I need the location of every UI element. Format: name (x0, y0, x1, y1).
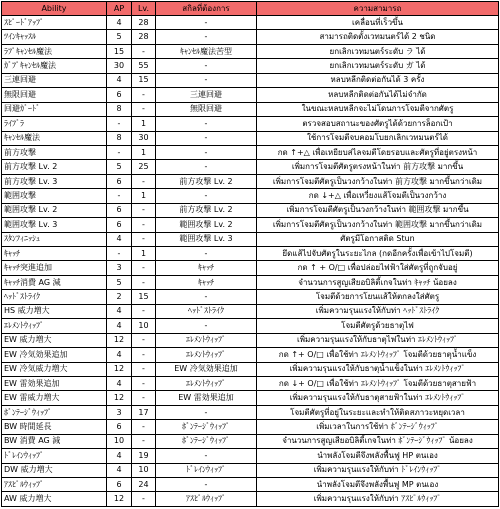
cell-description: เพิ่มความรุนแรงให้กับท่า ｱｽﾋﾟﾙｳｨｯﾌﾟ (257, 492, 499, 507)
cell-ap: 8 (107, 131, 132, 145)
table-row (2, 420, 499, 434)
cell-level: 15 (132, 73, 156, 87)
cell-level: - (132, 261, 156, 275)
cell-level: - (132, 232, 156, 246)
table-row (2, 232, 499, 246)
cell-level: 1 (132, 247, 156, 261)
cell-description: จำนวนการสูญเสียอบิลิตี้เกจในท่า ｷｬｯﾁ น้อยลง (257, 275, 499, 289)
table-row (2, 463, 499, 477)
cell-description: ในขณะหลบหลีกจะไม่โดนการโจมตีจากศัตรู (257, 102, 499, 116)
cell-ap: 2 (107, 290, 132, 304)
cell-ability: ﾄﾞﾚｲﾝｳｨｯﾌﾟ (2, 449, 107, 463)
table-row (2, 247, 499, 261)
cell-ap: 30 (107, 59, 132, 73)
cell-description: เพิ่มความรุนแรงให้กับธาตุไฟในท่า ｴﾚﾒﾝﾄｳｨｯﾌﾟ (257, 333, 499, 347)
cell-required-skill: - (156, 449, 257, 463)
cell-required-skill: - (156, 405, 257, 419)
cell-level: - (132, 434, 156, 448)
cell-ap: 4 (107, 232, 132, 246)
cell-description: ศัตรูมีโอกาสติด Stun (257, 232, 499, 246)
cell-ability: 範囲攻撃 Lv. 2 (2, 203, 107, 217)
cell-description: ยกเลิกเวทมนตร์ระดับ ラ ได้ (257, 44, 499, 58)
table-row (2, 160, 499, 174)
cell-level: - (132, 362, 156, 376)
cell-ap: 6 (107, 203, 132, 217)
cell-level: 19 (132, 449, 156, 463)
cell-level: - (132, 391, 156, 405)
cell-ap: - (107, 117, 132, 131)
cell-required-skill: - (156, 160, 257, 174)
table-row (2, 30, 499, 44)
cell-ability: ﾗﾌﾟｷｬﾝｾﾙ魔法 (2, 44, 107, 58)
cell-description: เพิ่มความรุนแรงให้กับธาตุน้ำแข็งในท่า ｴﾚﾒﾝﾄｳｨｯﾌﾟ (257, 362, 499, 376)
cell-ap: 6 (107, 88, 132, 102)
cell-level: 25 (132, 160, 156, 174)
cell-ability: EW 威力増大 (2, 333, 107, 347)
cell-ap: 5 (107, 30, 132, 44)
cell-level: - (132, 88, 156, 102)
cell-ap: 4 (107, 449, 132, 463)
cell-description: โจมตีด้วยการโยนแส้ให้ตกลงใส่ศัตรู (257, 290, 499, 304)
header-ability: Ability (2, 2, 107, 16)
cell-description: กด ↑ + O/□ เพื่อปล่อยไฟฟ้าใส่ศัตรูที่ถูกจับอยู่ (257, 261, 499, 275)
cell-required-skill: - (156, 319, 257, 333)
cell-ability: ｽﾋﾟｰﾄﾞｱｯﾌﾟ (2, 16, 107, 30)
table-row (2, 405, 499, 419)
table-row (2, 189, 499, 203)
cell-description: เพิ่มการโจมตีศัตรูเป็นวงกว้างในท่า 範囲攻撃 มากขึ้นกว่าเดิม (257, 218, 499, 232)
cell-required-skill: - (156, 30, 257, 44)
cell-required-skill: - (156, 247, 257, 261)
cell-description: ใช้การโจมตีจบคอมโบยกเลิกเวทมนตร์ได้ (257, 131, 499, 145)
cell-ability: 範囲攻撃 (2, 189, 107, 203)
cell-description: ตรวจสอบสถานะของศัตรูได้ด้วยการล็อกเป้า (257, 117, 499, 131)
table-row (2, 203, 499, 217)
cell-level: - (132, 44, 156, 58)
cell-level: - (132, 275, 156, 289)
cell-ap: 6 (107, 218, 132, 232)
table-row (2, 117, 499, 131)
cell-level: - (132, 304, 156, 318)
ability-table (1, 1, 499, 507)
table-row (2, 348, 499, 362)
cell-level: - (132, 376, 156, 390)
table-row (2, 88, 499, 102)
cell-level: 10 (132, 319, 156, 333)
cell-level: 28 (132, 16, 156, 30)
cell-level: - (132, 174, 156, 188)
header-required-skill: สกิลที่ต้องการ (156, 2, 257, 16)
cell-ap: 12 (107, 492, 132, 507)
cell-description: เพิ่มการโจมตีศัตรูตรงหน้าในท่า 前方攻撃 มากขึ้น (257, 160, 499, 174)
cell-required-skill: - (156, 145, 257, 159)
table-row (2, 362, 499, 376)
cell-ap: 4 (107, 304, 132, 318)
cell-ap: - (107, 247, 132, 261)
cell-ability: ｱｽﾋﾟﾙｳｨｯﾌﾟ (2, 478, 107, 492)
cell-description: สามารถติดตั้งเวทมนตร์ได้ 2 ชนิด (257, 30, 499, 44)
cell-ability: 範囲攻撃 Lv. 3 (2, 218, 107, 232)
cell-required-skill: ﾎﾞﾝﾃｰｼﾞｳｨｯﾌﾟ (156, 420, 257, 434)
cell-ap: 6 (107, 174, 132, 188)
cell-level: 1 (132, 117, 156, 131)
table-row (2, 478, 499, 492)
cell-description: นำพลังโจมตีจึงพลังพื้นฟู HP ตนเอง (257, 449, 499, 463)
cell-level: - (132, 333, 156, 347)
cell-ap: 12 (107, 333, 132, 347)
cell-required-skill: - (156, 73, 257, 87)
cell-required-skill: 前方攻撃 Lv. 2 (156, 174, 257, 188)
cell-level: 55 (132, 59, 156, 73)
cell-description: โจมตีศัตรูที่อยู่ในระยะและทำให้ติดสภาวะหยุดเวลา (257, 405, 499, 419)
table-row (2, 434, 499, 448)
cell-ability: EW 冷気威力増大 (2, 362, 107, 376)
header-description: ความสามารถ (257, 2, 499, 16)
table-row (2, 44, 499, 58)
table-row (2, 73, 499, 87)
cell-level: 28 (132, 30, 156, 44)
cell-ap: 4 (107, 319, 132, 333)
cell-required-skill: ﾍｯﾄﾞｽﾄﾗｲｸ (156, 304, 257, 318)
cell-required-skill: - (156, 16, 257, 30)
cell-ability: ﾗｲﾌﾞﾗ (2, 117, 107, 131)
table-row (2, 218, 499, 232)
header-row (2, 2, 499, 16)
cell-required-skill: ﾄﾞﾚｲﾝｳｨｯﾌﾟ (156, 463, 257, 477)
cell-ability: 無限回避 (2, 88, 107, 102)
cell-required-skill: EW 雷効果追加 (156, 391, 257, 405)
cell-ability: EW 雷威力増大 (2, 391, 107, 405)
cell-ap: 5 (107, 160, 132, 174)
cell-ap: 3 (107, 405, 132, 419)
cell-ap: 4 (107, 348, 132, 362)
cell-ap: 4 (107, 16, 132, 30)
cell-description: กด ↓+△ เพื่อเหวี่ยงแส้โจมตีเป็นวงกว้าง (257, 189, 499, 203)
cell-description: หลบหลีกติดต่อกันได้ 3 ครั้ง (257, 73, 499, 87)
cell-ability: ﾎﾞﾝﾃｰｼﾞｳｨｯﾌﾟ (2, 405, 107, 419)
cell-required-skill: EW 冷気効果追加 (156, 362, 257, 376)
cell-ability: ｴﾚﾒﾝﾄｳｨｯﾌﾟ (2, 319, 107, 333)
cell-required-skill: 範囲攻撃 Lv. 3 (156, 232, 257, 246)
table-row (2, 102, 499, 116)
cell-required-skill: ｴﾚﾒﾝﾄｳｨｯﾌﾟ (156, 333, 257, 347)
cell-required-skill: ｴﾚﾒﾝﾄｳｨｯﾌﾟ (156, 348, 257, 362)
cell-ability: ｷｬｯﾁ突進追加 (2, 261, 107, 275)
cell-level: 17 (132, 405, 156, 419)
cell-description: กด ↓+ O/□ เพื่อใช้ท่า ｴﾚﾒﾝﾄｳｨｯﾌﾟ โจมตีด้วยธาตุสายฟ้า (257, 376, 499, 390)
cell-description: เคลื่อนที่เร็วขึ้น (257, 16, 499, 30)
table-row (2, 145, 499, 159)
cell-ap: - (107, 189, 132, 203)
cell-ap: 12 (107, 362, 132, 376)
table-row (2, 59, 499, 73)
table-row (2, 391, 499, 405)
cell-ap: 3 (107, 261, 132, 275)
cell-description: เพิ่มความรุนแรงให้กับท่า ﾍｯﾄﾞｽﾄﾗｲｸ (257, 304, 499, 318)
table-row (2, 261, 499, 275)
cell-required-skill: ｱｽﾋﾟﾙｳｨｯﾌﾟ (156, 492, 257, 507)
cell-ability: HS 威力増大 (2, 304, 107, 318)
cell-ability: ﾂｲﾝｷｬｯｽﾙ (2, 30, 107, 44)
header-ap: AP (107, 2, 132, 16)
cell-ability: ｽﾀﾝﾌｨﾆｯｼｭ (2, 232, 107, 246)
cell-description: เพิ่มความรุนแรงให้กับท่า ﾄﾞﾚｲﾝｳｨｯﾌﾟ (257, 463, 499, 477)
cell-ability: 三連回避 (2, 73, 107, 87)
cell-ap: 8 (107, 102, 132, 116)
cell-ap: 4 (107, 463, 132, 477)
cell-description: กด ↑+△ เพื่อเหยียบส่ไลจมตีโดยรอบและศัตรูที่อยู่ตรงหน้า (257, 145, 499, 159)
table-row (2, 376, 499, 390)
table-row (2, 16, 499, 30)
cell-description: จำนวนการสูญเสียอบิลิตี้เกจในท่า ﾎﾞﾝﾃｰｼﾞｳｨｯﾌﾟ น้อยลง (257, 434, 499, 448)
cell-ability: EW 雷効果追加 (2, 376, 107, 390)
cell-ap: 6 (107, 420, 132, 434)
cell-ability: BW 消費 AG 減 (2, 434, 107, 448)
table-row (2, 449, 499, 463)
cell-ability: ｶﾞﾌﾟｷｬﾝｾﾙ魔法 (2, 59, 107, 73)
cell-ap: 5 (107, 275, 132, 289)
table-row (2, 131, 499, 145)
cell-ability: ｷｬﾝｾﾙ魔法 (2, 131, 107, 145)
cell-level: 1 (132, 145, 156, 159)
cell-description: เพิ่มเวลาในการใช้ท่า ﾎﾞﾝﾃｰｼﾞｳｨｯﾌﾟ (257, 420, 499, 434)
cell-required-skill: - (156, 131, 257, 145)
cell-ability: ﾍｯﾄﾞｽﾄﾗｲｸ (2, 290, 107, 304)
cell-ability: AW 威力増大 (2, 492, 107, 507)
cell-ability: DW 威力増大 (2, 463, 107, 477)
table-row (2, 333, 499, 347)
cell-level: - (132, 102, 156, 116)
cell-ap: 10 (107, 434, 132, 448)
cell-ability: ｷｬｯﾁ消費 AG 減 (2, 275, 107, 289)
table-row (2, 319, 499, 333)
cell-ap: 4 (107, 73, 132, 87)
cell-level: 15 (132, 290, 156, 304)
cell-ap: 6 (107, 478, 132, 492)
cell-level: - (132, 492, 156, 507)
cell-level: 30 (132, 131, 156, 145)
cell-required-skill: 前方攻撃 Lv. 2 (156, 203, 257, 217)
cell-level: - (132, 218, 156, 232)
table-row (2, 275, 499, 289)
cell-required-skill: - (156, 478, 257, 492)
cell-description: เพิ่มการโจมตีศัตรูเป็นวงกว้างในท่า 範囲攻撃 มากขึ้น (257, 203, 499, 217)
cell-level: 24 (132, 478, 156, 492)
cell-required-skill: - (156, 189, 257, 203)
table-row (2, 492, 499, 507)
cell-ability: 前方攻撃 Lv. 2 (2, 160, 107, 174)
cell-description: กด ↑+ O/□ เพื่อใช้ท่า ｴﾚﾒﾝﾄｳｨｯﾌﾟ โจมตีด้วยธาตุน้ำแข็ง (257, 348, 499, 362)
cell-ap: 4 (107, 376, 132, 390)
cell-description: นำพลังโจมตีจึงพลังพื้นฟู MP ตนเอง (257, 478, 499, 492)
cell-ability: BW 時間延長 (2, 420, 107, 434)
cell-description: โจมตีศัตรูด้วยธาตุไฟ (257, 319, 499, 333)
cell-ability: 前方攻撃 Lv. 3 (2, 174, 107, 188)
cell-ap: - (107, 145, 132, 159)
cell-required-skill: - (156, 117, 257, 131)
cell-ability: 前方攻撃 (2, 145, 107, 159)
cell-level: - (132, 420, 156, 434)
cell-description: ยึดแส้ไปจับศัตรูในระยะไกล (กดอีกครั้งเพื่อเข้าไปโจมตี) (257, 247, 499, 261)
cell-description: ยกเลิกเวทมนตร์ระดับ ガ ได้ (257, 59, 499, 73)
cell-level: - (132, 348, 156, 362)
cell-required-skill: 範囲攻撃 Lv. 2 (156, 218, 257, 232)
table-row (2, 174, 499, 188)
cell-required-skill: ｴﾚﾒﾝﾄｳｨｯﾌﾟ (156, 376, 257, 390)
cell-required-skill: - (156, 290, 257, 304)
cell-required-skill: - (156, 59, 257, 73)
cell-description: เพิ่มความรุนแรงให้กับธาตุสายฟ้าในท่า ｴﾚﾒﾝﾄｳｨｯﾌﾟ (257, 391, 499, 405)
cell-ability: EW 冷気効果追加 (2, 348, 107, 362)
cell-description: เพิ่มการโจมตีศัตรูเป็นวงกว้างในท่า 前方攻撃 มากขึ้นกว่าเดิม (257, 174, 499, 188)
cell-level: 1 (132, 189, 156, 203)
cell-required-skill: ｷｬｯﾁ (156, 275, 257, 289)
cell-ap: 12 (107, 391, 132, 405)
table-row (2, 304, 499, 318)
cell-ability: 回避ｶﾞｰﾄﾞ (2, 102, 107, 116)
cell-level: - (132, 203, 156, 217)
header-level: Lv. (132, 2, 156, 16)
cell-required-skill: 無限回避 (156, 102, 257, 116)
cell-required-skill: 三連回避 (156, 88, 257, 102)
cell-required-skill: ﾎﾞﾝﾃｰｼﾞｳｨｯﾌﾟ (156, 434, 257, 448)
table-row (2, 290, 499, 304)
cell-ap: 15 (107, 44, 132, 58)
cell-description: หลบหลีกติดต่อกันได้ไม่จำกัด (257, 88, 499, 102)
cell-required-skill: ｷｬﾝｾﾙ魔法苦型 (156, 44, 257, 58)
cell-required-skill: ｷｬｯﾁ (156, 261, 257, 275)
table-body (2, 16, 499, 507)
cell-level: 10 (132, 463, 156, 477)
cell-ability: ｷｬｯﾁ (2, 247, 107, 261)
